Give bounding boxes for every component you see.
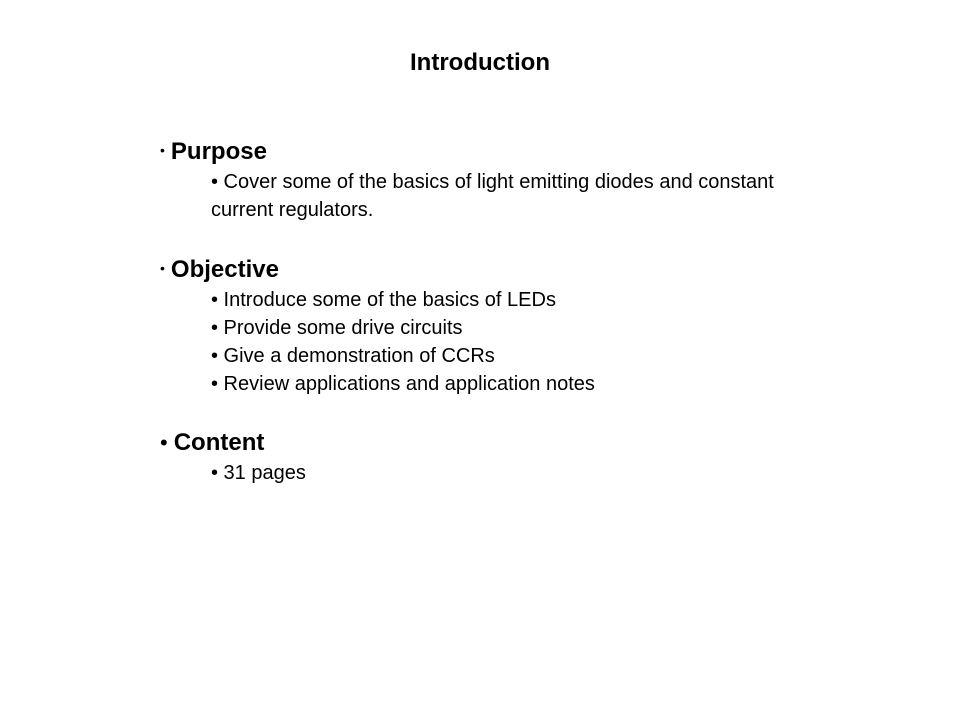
- list-item: • Cover some of the basics of light emitting diodes and constant current regulators.: [211, 171, 774, 221]
- section-heading: [160, 136, 801, 166]
- list-item: • 31 pages: [211, 462, 306, 484]
- slide-title: Introduction: [410, 49, 550, 76]
- bullet-icon: •: [160, 430, 168, 455]
- section-purpose: [160, 136, 801, 224]
- bullet-list: [211, 459, 306, 487]
- section-content: [160, 429, 306, 487]
- heading-label: Purpose: [170, 138, 267, 165]
- list-item: • Review applications and application notes: [211, 373, 595, 395]
- bullet-icon: •: [160, 142, 165, 158]
- list-item: • Provide some drive circuits: [211, 317, 463, 339]
- bullet-list: [211, 168, 801, 224]
- section-objective: [160, 254, 595, 398]
- list-item: • Give a demonstration of CCRs: [211, 345, 495, 367]
- bullet-icon: •: [160, 260, 165, 276]
- bullet-list: [211, 286, 595, 398]
- section-heading: [160, 254, 595, 284]
- heading-label: Objective: [170, 256, 279, 283]
- section-heading: [160, 429, 306, 457]
- heading-label: Content: [173, 429, 265, 456]
- list-item: • Introduce some of the basics of LEDs: [211, 289, 556, 311]
